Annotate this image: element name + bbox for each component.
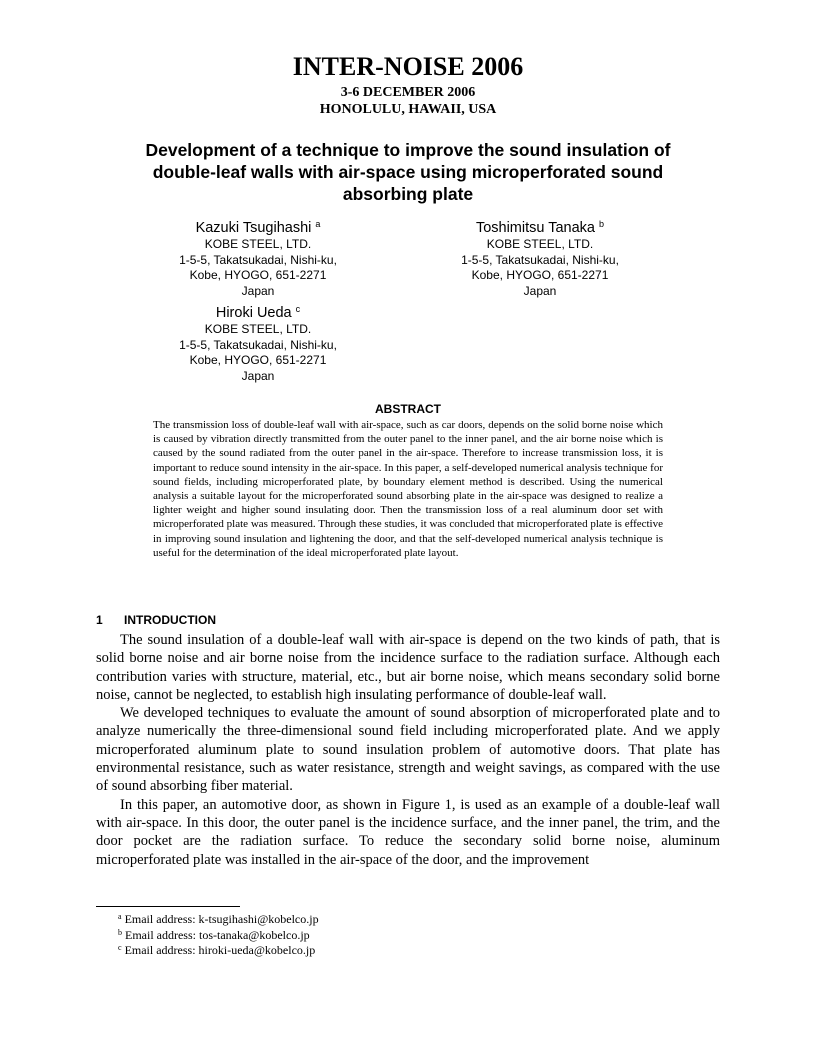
footnote-text: Email address: k-tsugihashi@kobelco.jp (124, 912, 319, 926)
conference-dates: 3-6 DECEMBER 2006 (340, 85, 476, 100)
author-address-line: Kobe, HYOGO, 651-2271 (189, 353, 327, 367)
author-organization: KOBE STEEL, LTD. (204, 322, 312, 336)
author-address-line: 1-5-5, Takatsukadai, Nishi-ku, (461, 252, 619, 267)
author-country: Japan (241, 283, 275, 298)
abstract-text: The transmission loss of double-leaf wall with air-space, such as car doors, depends on the solid borne noise which is caused by vibration directly transmitted from the outer panel to the inner panel, and the air borne noise which is caused by the sound radiated from the outer panel in the air-space. Therefore to increase transmission loss, it is important to reduce sound intensity in the air-space. In this paper, a self-developed numerical analysis technique for sound fields, including microperforated plate, by boundary element method is described. Using the numerical analysis a suitable layout for the microperforated sound absorbing plate in the air-space was designed to realize a lighter weight and higher sound insulating door. Then the transmission loss of a real aluminum door set with microperforated plate was measured. Through these studies, it was concluded that microperforated plate is effective in improving sound insulation and lightening the door, and that the self-developed numerical analysis technique is useful for the determination of the ideal microperforated plate layout. (153, 419, 663, 559)
author-name-line (128, 220, 388, 237)
author-mark: a (315, 219, 321, 229)
author-mark: c (295, 304, 301, 314)
author-country: Japan (241, 368, 275, 383)
author-block (128, 305, 388, 384)
footnote-mark: c (118, 943, 122, 952)
conference-name: INTER-NOISE 2006 (292, 52, 524, 81)
section-title: INTRODUCTION (124, 613, 216, 627)
abstract-heading: ABSTRACT (375, 402, 441, 416)
section-number: 1 (96, 613, 103, 627)
footnote-mark: a (118, 912, 122, 921)
author-country: Japan (523, 283, 557, 298)
author-address-line: Kobe, HYOGO, 651-2271 (189, 268, 327, 282)
footnote (118, 943, 618, 959)
section-body (96, 631, 720, 869)
author-name: Hiroki Ueda (215, 305, 292, 321)
conference-location: HONOLULU, HAWAII, USA (319, 102, 497, 117)
author-name: Kazuki Tsugihashi (195, 220, 312, 236)
author-block (128, 220, 388, 299)
footnote (118, 928, 618, 944)
author-address-line: Kobe, HYOGO, 651-2271 (471, 268, 609, 282)
footnote (118, 912, 618, 928)
author-organization: KOBE STEEL, LTD. (204, 237, 312, 251)
body-paragraph: We developed techniques to evaluate the amount of sound absorption of microperforated plate and to analyze numerically the three-dimensional sound field including microperforated plate. And we apply microperforated aluminum plate to sound insulation problem of automotive doors. That plate has environmental resistance, such as water resistance, strength and weight savings, as compared with the use of sound absorbing fiber material. (96, 705, 720, 795)
author-name: Toshimitsu Tanaka (475, 220, 595, 236)
body-paragraph: The sound insulation of a double-leaf wall with air-space is depend on the two kinds of path, that is solid borne noise and air borne noise from the incidence surface to the radiation surface. Although each contribution varies with structure, material, etc., but air borne noise, which means secondary solid borne noise, cannot be neglected, to establish high insulating performance of double-leaf wall. (96, 632, 720, 703)
author-name-line (410, 220, 670, 237)
author-name-line (128, 305, 388, 322)
author-address-line: 1-5-5, Takatsukadai, Nishi-ku, (179, 252, 337, 267)
author-address-line: 1-5-5, Takatsukadai, Nishi-ku, (179, 337, 337, 352)
footnote-mark: b (118, 927, 122, 937)
section-heading (96, 613, 716, 627)
footnotes (118, 912, 618, 959)
footnote-divider (96, 906, 240, 907)
author-block (410, 220, 670, 299)
author-organization: KOBE STEEL, LTD. (486, 237, 594, 251)
body-paragraph: In this paper, an automotive door, as shown in Figure 1, is used as an example of a double-leaf wall with air-space. In this door, the outer panel is the incidence surface, and the inner panel, the trim, and the door pocket are the radiation surface. To reduce the secondary solid borne noise, aluminum microperforated plate was installed in the air-space of the door, and the improvement (96, 796, 720, 868)
footnote-text: Email address: hiroki-ueda@kobelco.jp (124, 943, 316, 957)
footnote-text: Email address: tos-tanaka@kobelco.jp (125, 927, 310, 942)
paper-title: Development of a technique to improve the sound insulation of double-leaf walls with air-space using microperforated sound absorbing plate (145, 140, 671, 204)
author-mark: b (599, 219, 605, 229)
